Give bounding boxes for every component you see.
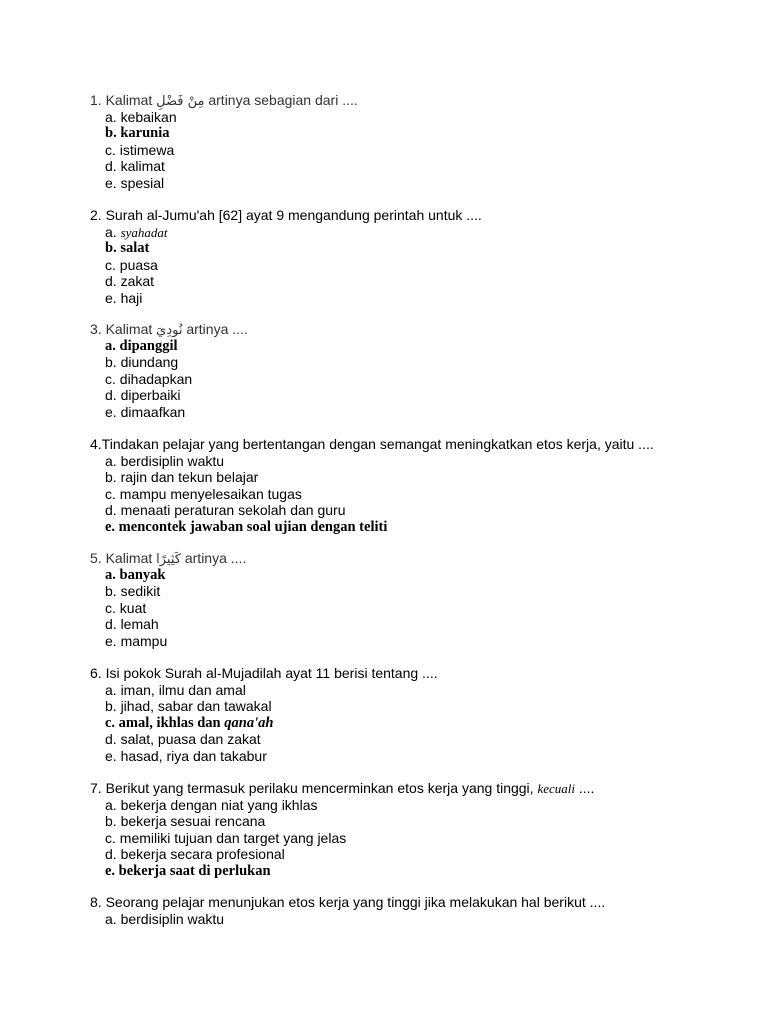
stem-text-end: .... (575, 780, 595, 796)
option-b-answer: b. salat (105, 240, 150, 256)
question-6 (90, 665, 438, 764)
option-b: b. diundang (105, 354, 179, 370)
question-stem: 4.Tindakan pelajar yang bertentangan dengan semangat meningkatkan etos kerja, yaitu .... (90, 436, 654, 452)
question-stem (90, 92, 358, 109)
option-a: a. bekerja dengan niat yang ikhlas (105, 796, 318, 813)
question-1 (90, 92, 358, 191)
stem-italic-word: kecuali (537, 781, 575, 796)
arabic-word: مِنْ فَضْلِ (156, 94, 205, 109)
question-stem: 2. Surah al-Jumu'ah [62] ayat 9 mengandung perintah untuk .... (90, 207, 482, 223)
option-d: d. salat, puasa dan zakat (105, 731, 261, 747)
option-d: d. kalimat (105, 158, 165, 174)
option-e: e. haji (105, 289, 143, 306)
question-7 (90, 780, 594, 879)
arabic-word: نُودِيَ (156, 323, 183, 338)
option-e: e. hasad, riya dan takabur (105, 747, 267, 764)
option-text-italic: syahadat (120, 224, 168, 240)
option-c: c. dihadapkan (105, 370, 193, 387)
stem-text: 1. Kalimat (90, 92, 157, 108)
stem-text-end: artinya .... (182, 321, 248, 337)
option-a: a. iman, ilmu dan amal (105, 681, 246, 698)
question-2 (90, 207, 482, 306)
question-stem (90, 780, 594, 797)
option-letter: a. (105, 223, 121, 240)
question-4 (90, 436, 654, 535)
option-d: d. bekerja secara profesional (105, 846, 285, 862)
stem-text-end: artinya .... (180, 550, 247, 566)
stem-text: 3. Kalimat (90, 321, 157, 337)
option-e-answer: e. mencontek jawaban soal ujian dengan teliti (105, 518, 388, 535)
option-b: b. rajin dan tekun belajar (105, 469, 259, 485)
option-e: e. spesial (105, 174, 165, 191)
option-b: b. bekerja sesuai rencana (105, 813, 266, 829)
stem-text-end: artinya sebagian dari .... (204, 92, 358, 108)
stem-text: 5. Kalimat (90, 550, 157, 566)
option-b: b. sedikit (105, 583, 161, 599)
option-b: b. jihad, sabar dan tawakal (105, 698, 272, 714)
stem-text: 7. Berikut yang termasuk perilaku mencerminkan etos kerja yang tinggi, (90, 780, 538, 796)
option-c: c. kuat (105, 599, 147, 616)
question-3 (90, 321, 248, 420)
option-a: a. berdisiplin waktu (105, 452, 225, 469)
option-c: c. istimewa (105, 141, 175, 158)
question-stem: 6. Isi pokok Surah al-Mujadilah ayat 11 berisi tentang .... (90, 665, 438, 681)
question-5 (90, 550, 246, 649)
option-d: d. menaati peraturan sekolah dan guru (105, 502, 346, 518)
option-c: c. puasa (105, 256, 158, 273)
question-8 (90, 894, 605, 927)
question-stem (90, 321, 248, 338)
option-b-answer: b. karunia (105, 125, 170, 141)
option-a: a. kebaikan (105, 108, 177, 125)
option-c: c. mampu menyelesaikan tugas (105, 485, 302, 502)
option-c: c. memiliki tujuan dan target yang jelas (105, 829, 347, 846)
option-e: e. dimaafkan (105, 403, 186, 420)
option-d: d. zakat (105, 273, 155, 289)
question-stem: 8. Seorang pelajar menunjukan etos kerja yang tinggi jika melakukan hal berikut .... (90, 894, 606, 910)
option-e-answer: e. bekerja saat di perlukan (105, 862, 271, 879)
option-e: e. mampu (105, 632, 168, 649)
option-text: c. amal, ikhlas dan (105, 714, 225, 731)
option-d: d. lemah (105, 616, 159, 632)
option-text-italic: qana'ah (224, 714, 274, 731)
option-a-answer: a. dipanggil (105, 337, 178, 354)
option-d: d. diperbaiki (105, 387, 181, 403)
option-a: a. berdisiplin waktu (105, 910, 225, 927)
option-a-answer: a. banyak (105, 566, 166, 583)
option-c-answer (90, 715, 438, 732)
question-stem (90, 550, 246, 567)
arabic-word: كَثِيرًا (156, 552, 181, 567)
option-a (90, 224, 482, 241)
